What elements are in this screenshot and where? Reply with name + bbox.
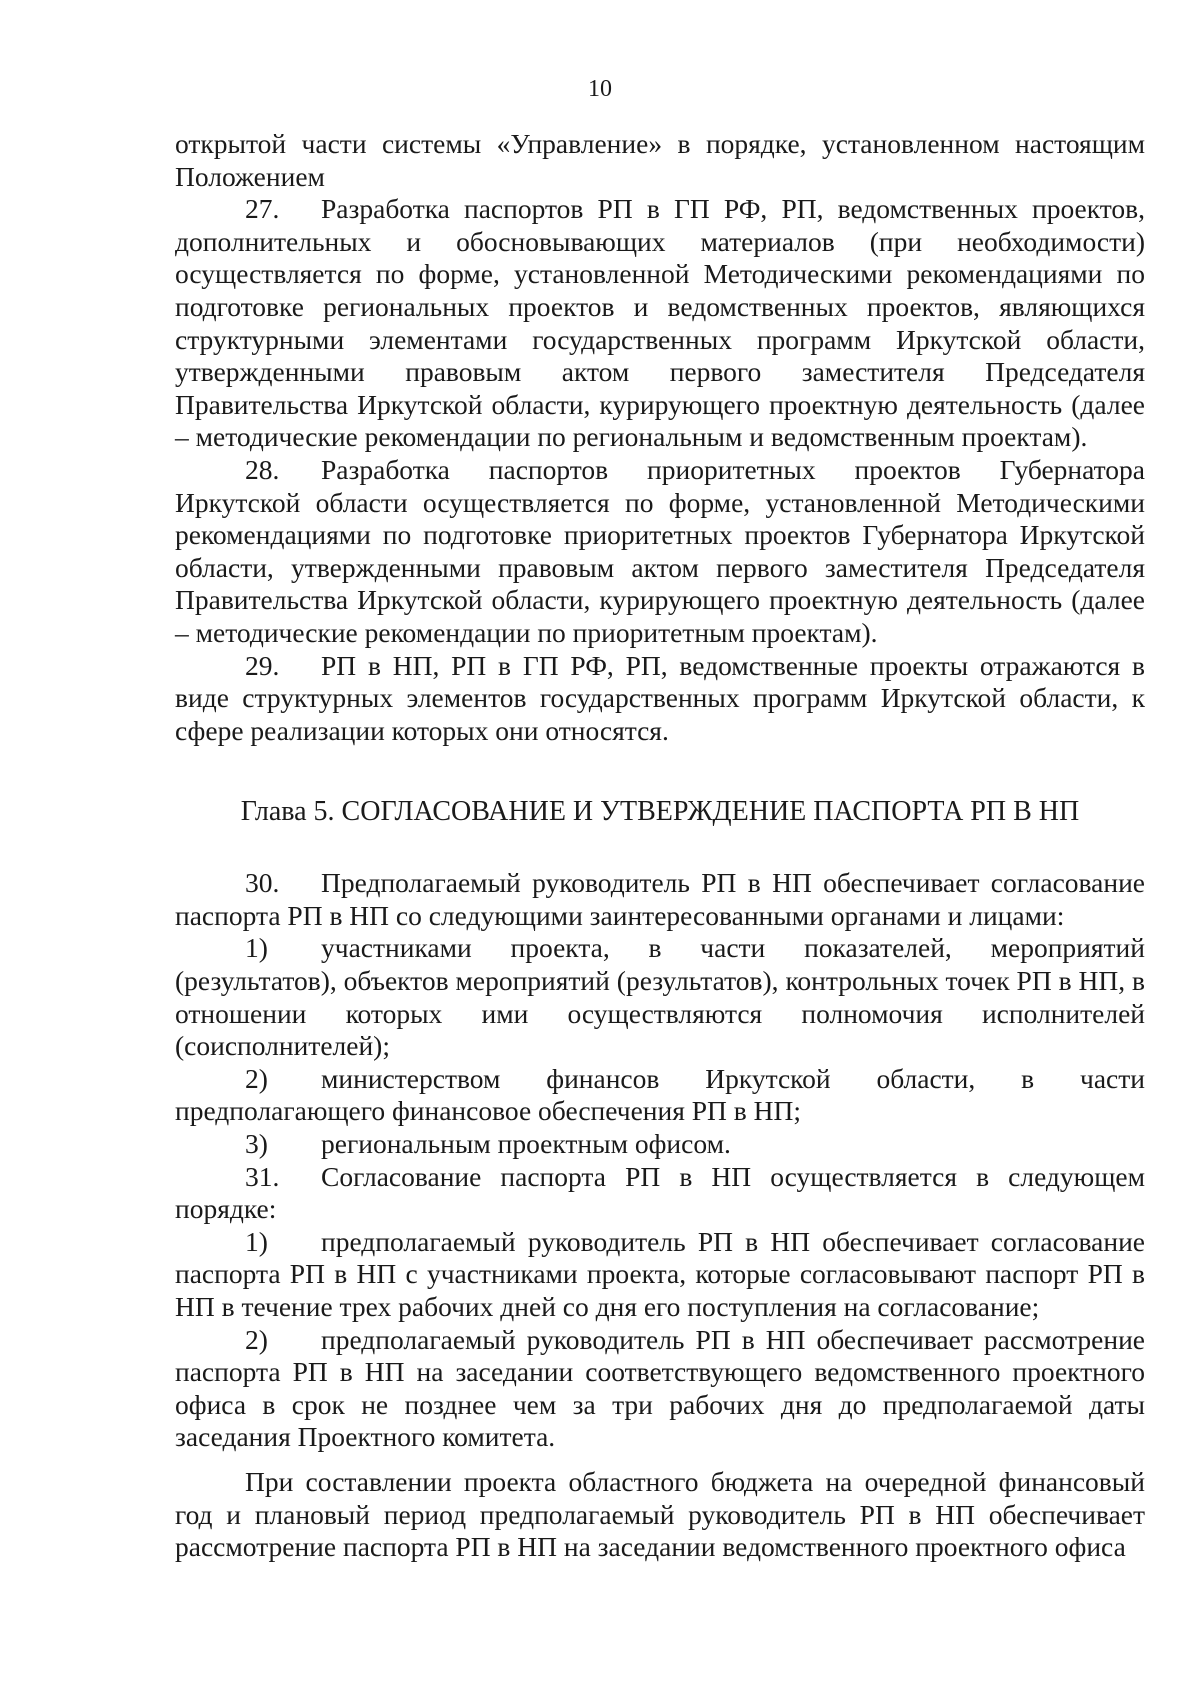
- paragraph-28: [175, 454, 1145, 650]
- paragraph-31-2: [175, 1324, 1145, 1454]
- paragraph-text: предполагаемый руководитель РП в НП обеспечивает рассмотрение паспорта РП в НП на заседании соответствующего ведомственного проектного офиса в срок не позднее чем за три рабочих дня до предполагаемой даты заседания Проектного комитета.: [175, 1323, 1145, 1453]
- paragraph-31-1: [175, 1226, 1145, 1324]
- item-number: 2): [245, 1323, 268, 1355]
- paragraph-31: [175, 1161, 1145, 1226]
- paragraph-text: предполагаемый руководитель РП в НП обеспечивает согласование паспорта РП в НП с участниками проекта, которые согласовывают паспорт РП в НП в течение трех рабочих дней со дня его поступления на согласование;: [175, 1225, 1145, 1322]
- document-body: [175, 128, 1145, 1564]
- paragraph-29: [175, 650, 1145, 748]
- paragraph-30: [175, 867, 1145, 932]
- item-number: 3): [245, 1128, 268, 1160]
- item-number: 2): [245, 1062, 268, 1094]
- paragraph-text: министерством финансов Иркутской области, в части предполагающего финансовое обеспечения РП в НП;: [175, 1062, 1145, 1127]
- paragraph-30-2: [175, 1063, 1145, 1128]
- item-number: 29.: [245, 649, 280, 681]
- item-number: 28.: [245, 453, 280, 485]
- paragraph-text: Разработка паспортов приоритетных проектов Губернатора Иркутской области осуществляется по форме, установленной Методическими рекомендациями по подготовке приоритетных проектов Губернатора Иркутской области, утвержденными правовым актом первого заместителя Председателя Правительства Иркутской области, курирующего проектную деятельность (далее – методические рекомендации по приоритетным проектам).: [175, 453, 1145, 648]
- paragraph-continuation: открытой части системы «Управление» в порядке, установленном настоящим Положением: [175, 128, 1145, 192]
- item-number: 1): [245, 1225, 268, 1257]
- item-number: 1): [245, 932, 268, 964]
- paragraph-final: При составлении проекта областного бюджета на очередной финансовый год и плановый период предполагаемый руководитель РП в НП обеспечивает рассмотрение паспорта РП в НП на заседании ведомственного проектного офиса: [175, 1465, 1145, 1563]
- paragraph-text: РП в НП, РП в ГП РФ, РП, ведомственные проекты отражаются в виде структурных элементов государственных программ Иркутской области, к сфере реализации которых они относятся.: [175, 649, 1145, 746]
- paragraph-text: участниками проекта, в части показателей, мероприятий (результатов), объектов мероприятий (результатов), контрольных точек РП в НП, в отношении которых ими осуществляются полномочия исполнителей (соисполнителей);: [175, 932, 1145, 1062]
- paragraph-text: региональным проектным офисом.: [321, 1128, 731, 1160]
- item-number: 30.: [245, 867, 280, 899]
- item-number: 31.: [245, 1160, 280, 1192]
- paragraph-30-1: [175, 932, 1145, 1062]
- paragraph-27: [175, 193, 1145, 454]
- paragraph-text: Предполагаемый руководитель РП в НП обеспечивает согласование паспорта РП в НП со следующими заинтересованными органами и лицами:: [175, 867, 1145, 931]
- paragraph-30-3: [175, 1128, 1145, 1161]
- chapter-heading: Глава 5. СОГЛАСОВАНИЕ И УТВЕРЖДЕНИЕ ПАСПОРТА РП В НП: [240, 796, 1080, 828]
- paragraph-text: Разработка паспортов РП в ГП РФ, РП, ведомственных проектов, дополнительных и обосновывающих материалов (при необходимости) осуществляется по форме, установленной Методическими рекомендациями по подготовке региональных проектов и ведомственных проектов, являющихся структурными элементами государственных программ Иркутской области, утвержденными правовым актом первого заместителя Председателя Правительства Иркутской области, курирующего проектную деятельность (далее – методические рекомендации по региональным и ведомственным проектам).: [175, 193, 1145, 453]
- item-number: 27.: [245, 193, 280, 225]
- paragraph-text: Согласование паспорта РП в НП осуществляется в следующем порядке:: [175, 1160, 1145, 1225]
- page-number: 10: [588, 76, 612, 102]
